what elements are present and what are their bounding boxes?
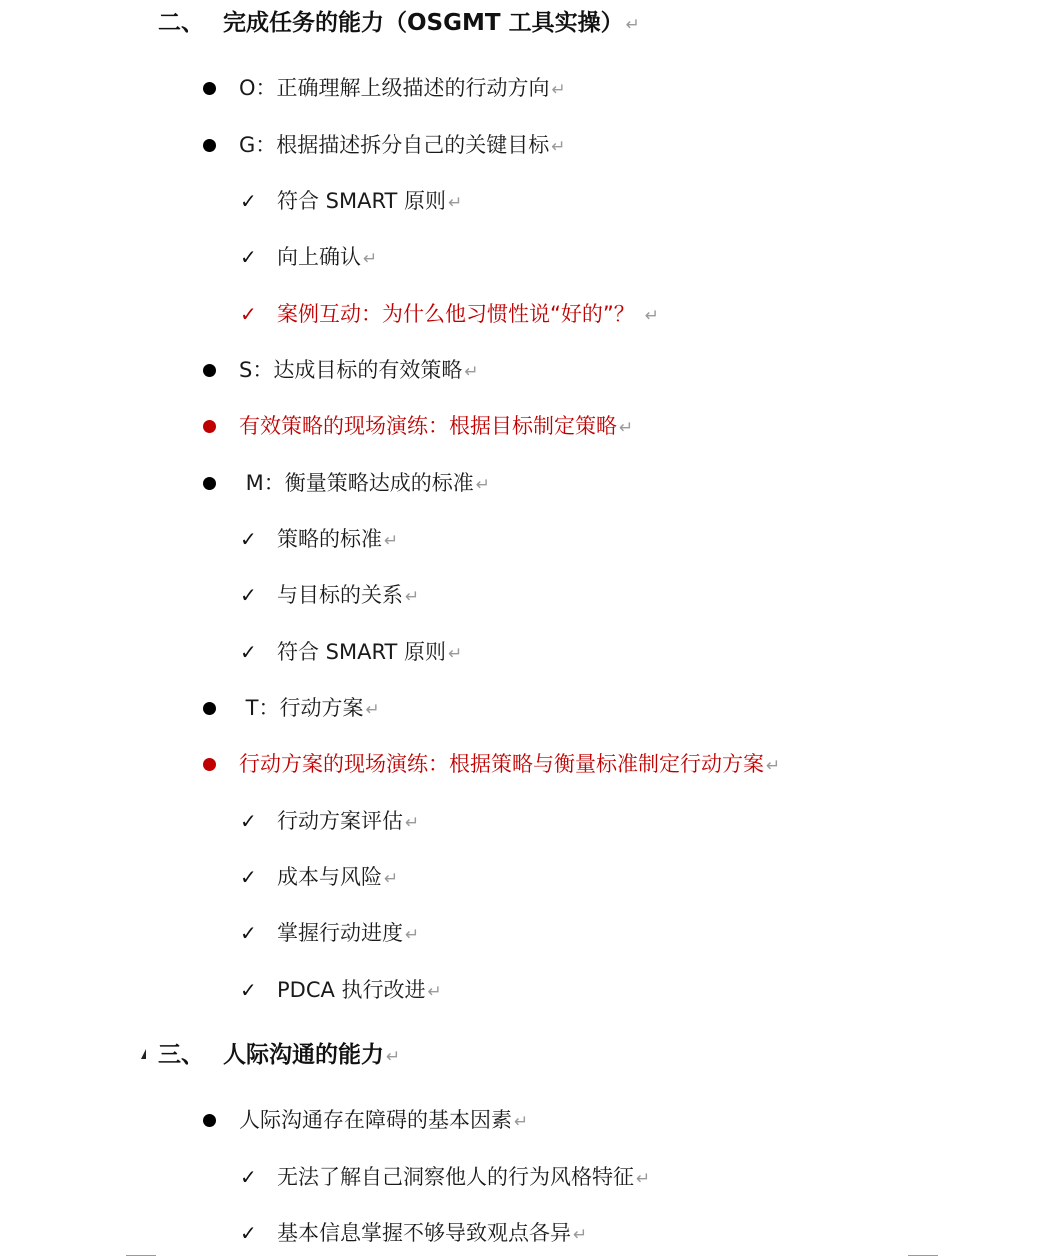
paragraph-mark: ↵ [405,813,420,833]
list-item: 向上确认 ↵ [277,245,378,269]
list-item-highlight: 有效策略的现场演练：根据目标制定策略 ↵ [239,414,634,438]
paragraph-mark: ↵ [644,306,660,326]
paragraph-mark: ↵ [573,1225,588,1245]
paragraph-mark: ↵ [386,1047,401,1067]
bullet-icon [203,364,216,377]
paragraph-mark: ↵ [448,193,463,213]
list-item: S：达成目标的有效策略 ↵ [239,358,479,382]
paragraph-mark: ↵ [464,362,479,382]
list-item: 符合 SMART 原则 ↵ [277,189,463,213]
list-item: G：根据描述拆分自己的关键目标 ↵ [239,133,566,157]
paragraph-mark: ↵ [405,587,420,607]
list-item: 无法了解自己洞察他人的行为风格特征 ↵ [277,1165,651,1189]
list-item: 成本与风险 ↵ [277,865,399,889]
list-item: 基本信息掌握不够导致观点各异 ↵ [277,1221,588,1245]
list-item: 符合 SMART 原则 ↵ [277,640,463,664]
list-item-highlight: 行动方案的现场演练：根据策略与衡量标准制定行动方案 ↵ [239,752,781,776]
paragraph-mark: ↵ [365,700,380,720]
list-item: 策略的标准 ↵ [277,527,399,551]
list-item: 行动方案评估 ↵ [277,809,420,833]
list-item: 与目标的关系 ↵ [277,583,420,607]
list-item: O：正确理解上级描述的行动方向 ↵ [239,76,566,100]
paragraph-mark: ↵ [619,418,634,438]
section-number: 三、 [158,1042,204,1068]
bullet-icon [203,702,216,715]
check-icon: ✓ [240,809,257,833]
bullet-icon [203,1114,216,1127]
check-icon: ✓ [240,1221,257,1245]
section-number: 二、 [158,10,204,36]
bullet-icon [203,420,216,433]
bullet-icon [203,477,216,490]
section-title: 完成任务的能力（OSGMT 工具实操） [223,10,624,36]
check-icon: ✓ [240,245,257,269]
list-item: M：衡量策略达成的标准 ↵ [239,471,491,495]
paragraph-mark: ↵ [384,869,399,889]
paragraph-mark: ↵ [551,80,566,100]
section-heading-3 [158,1044,578,1072]
check-icon: ✓ [240,302,257,326]
list-item-highlight: 案例互动：为什么他习惯性说“好的”？ ↵ [277,302,660,326]
paragraph-mark: ↵ [384,531,399,551]
list-item: PDCA 执行改进 ↵ [277,978,442,1002]
check-icon: ✓ [240,978,257,1002]
paragraph-mark: ↵ [551,137,566,157]
collapse-toggle-icon[interactable] [136,1049,146,1059]
check-icon: ✓ [240,527,257,551]
bullet-icon [203,758,216,771]
check-icon: ✓ [240,1165,257,1189]
check-icon: ✓ [240,189,257,213]
list-item: 掌握行动进度 ↵ [277,921,420,945]
paragraph-mark: ↵ [625,15,640,35]
list-item: 人际沟通存在障碍的基本因素 ↵ [239,1108,529,1132]
section-heading-2 [158,12,718,40]
check-icon: ✓ [240,865,257,889]
check-icon: ✓ [240,640,257,664]
check-icon: ✓ [240,583,257,607]
section-title: 人际沟通的能力 [223,1042,384,1068]
paragraph-mark: ↵ [766,756,781,776]
paragraph-mark: ↵ [514,1112,529,1132]
paragraph-mark: ↵ [636,1169,651,1189]
paragraph-mark: ↵ [405,925,420,945]
check-icon: ✓ [240,921,257,945]
paragraph-mark: ↵ [363,249,378,269]
list-item: T：行动方案 ↵ [239,696,380,720]
paragraph-mark: ↵ [475,475,491,495]
bullet-icon [203,82,216,95]
bullet-icon [203,139,216,152]
paragraph-mark: ↵ [448,644,463,664]
paragraph-mark: ↵ [427,982,442,1002]
